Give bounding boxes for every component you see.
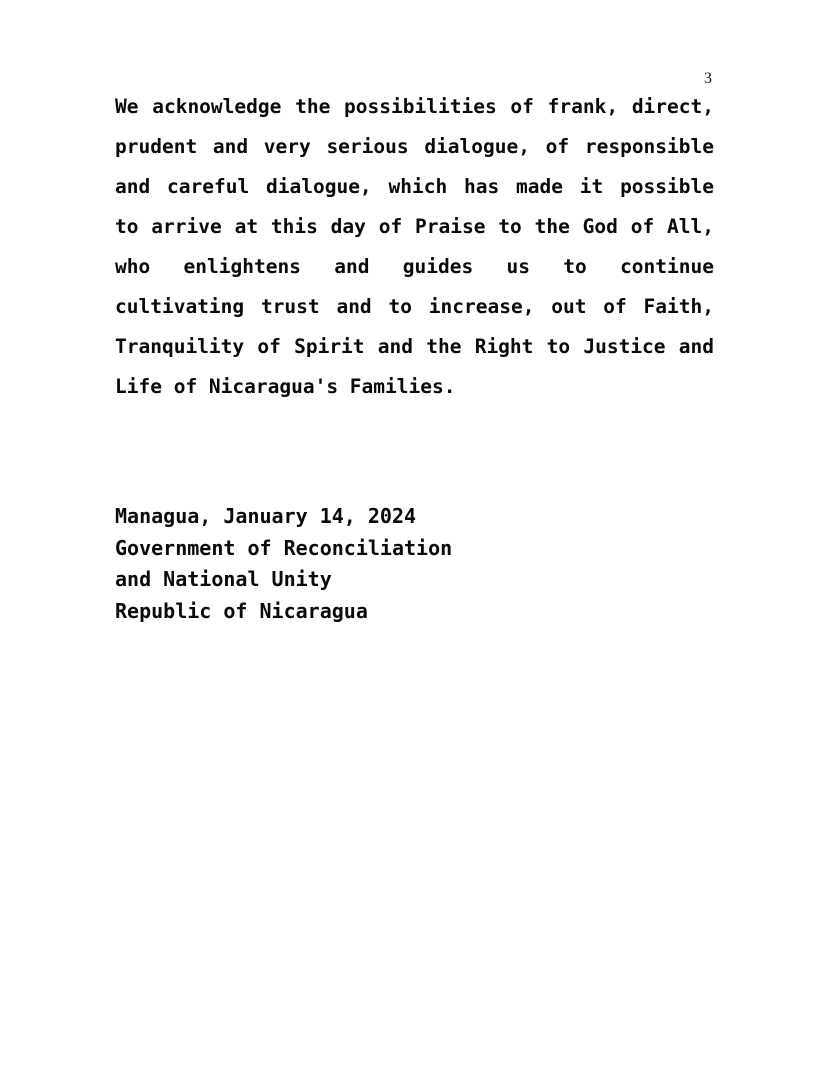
body-paragraph [115, 87, 714, 407]
paragraph-line: who enlightens and guides us to continue [115, 255, 714, 278]
paragraph-line: and careful dialogue, which has made it possible [115, 175, 714, 198]
paragraph-line: cultivating trust and to increase, out of Faith, [115, 295, 714, 318]
paragraph-line: We acknowledge the possibilities of frank, direct, [115, 95, 714, 118]
paragraph-line: Life of Nicaragua's Families. [115, 375, 456, 398]
paragraph-line: to arrive at this day of Praise to the God of All, [115, 215, 714, 238]
paragraph-line: prudent and very serious dialogue, of responsible [115, 135, 714, 158]
signature-line-republic: Republic of Nicaragua [115, 599, 368, 624]
signature-line-unity: and National Unity [115, 567, 332, 592]
signature-block [115, 501, 735, 628]
page-number: 3 [704, 70, 712, 87]
paragraph-line: Tranquility of Spirit and the Right to Justice and [115, 335, 714, 358]
signature-line-government: Government of Reconciliation [115, 535, 453, 560]
dateline: Managua, January 14, 2024 [115, 504, 417, 528]
